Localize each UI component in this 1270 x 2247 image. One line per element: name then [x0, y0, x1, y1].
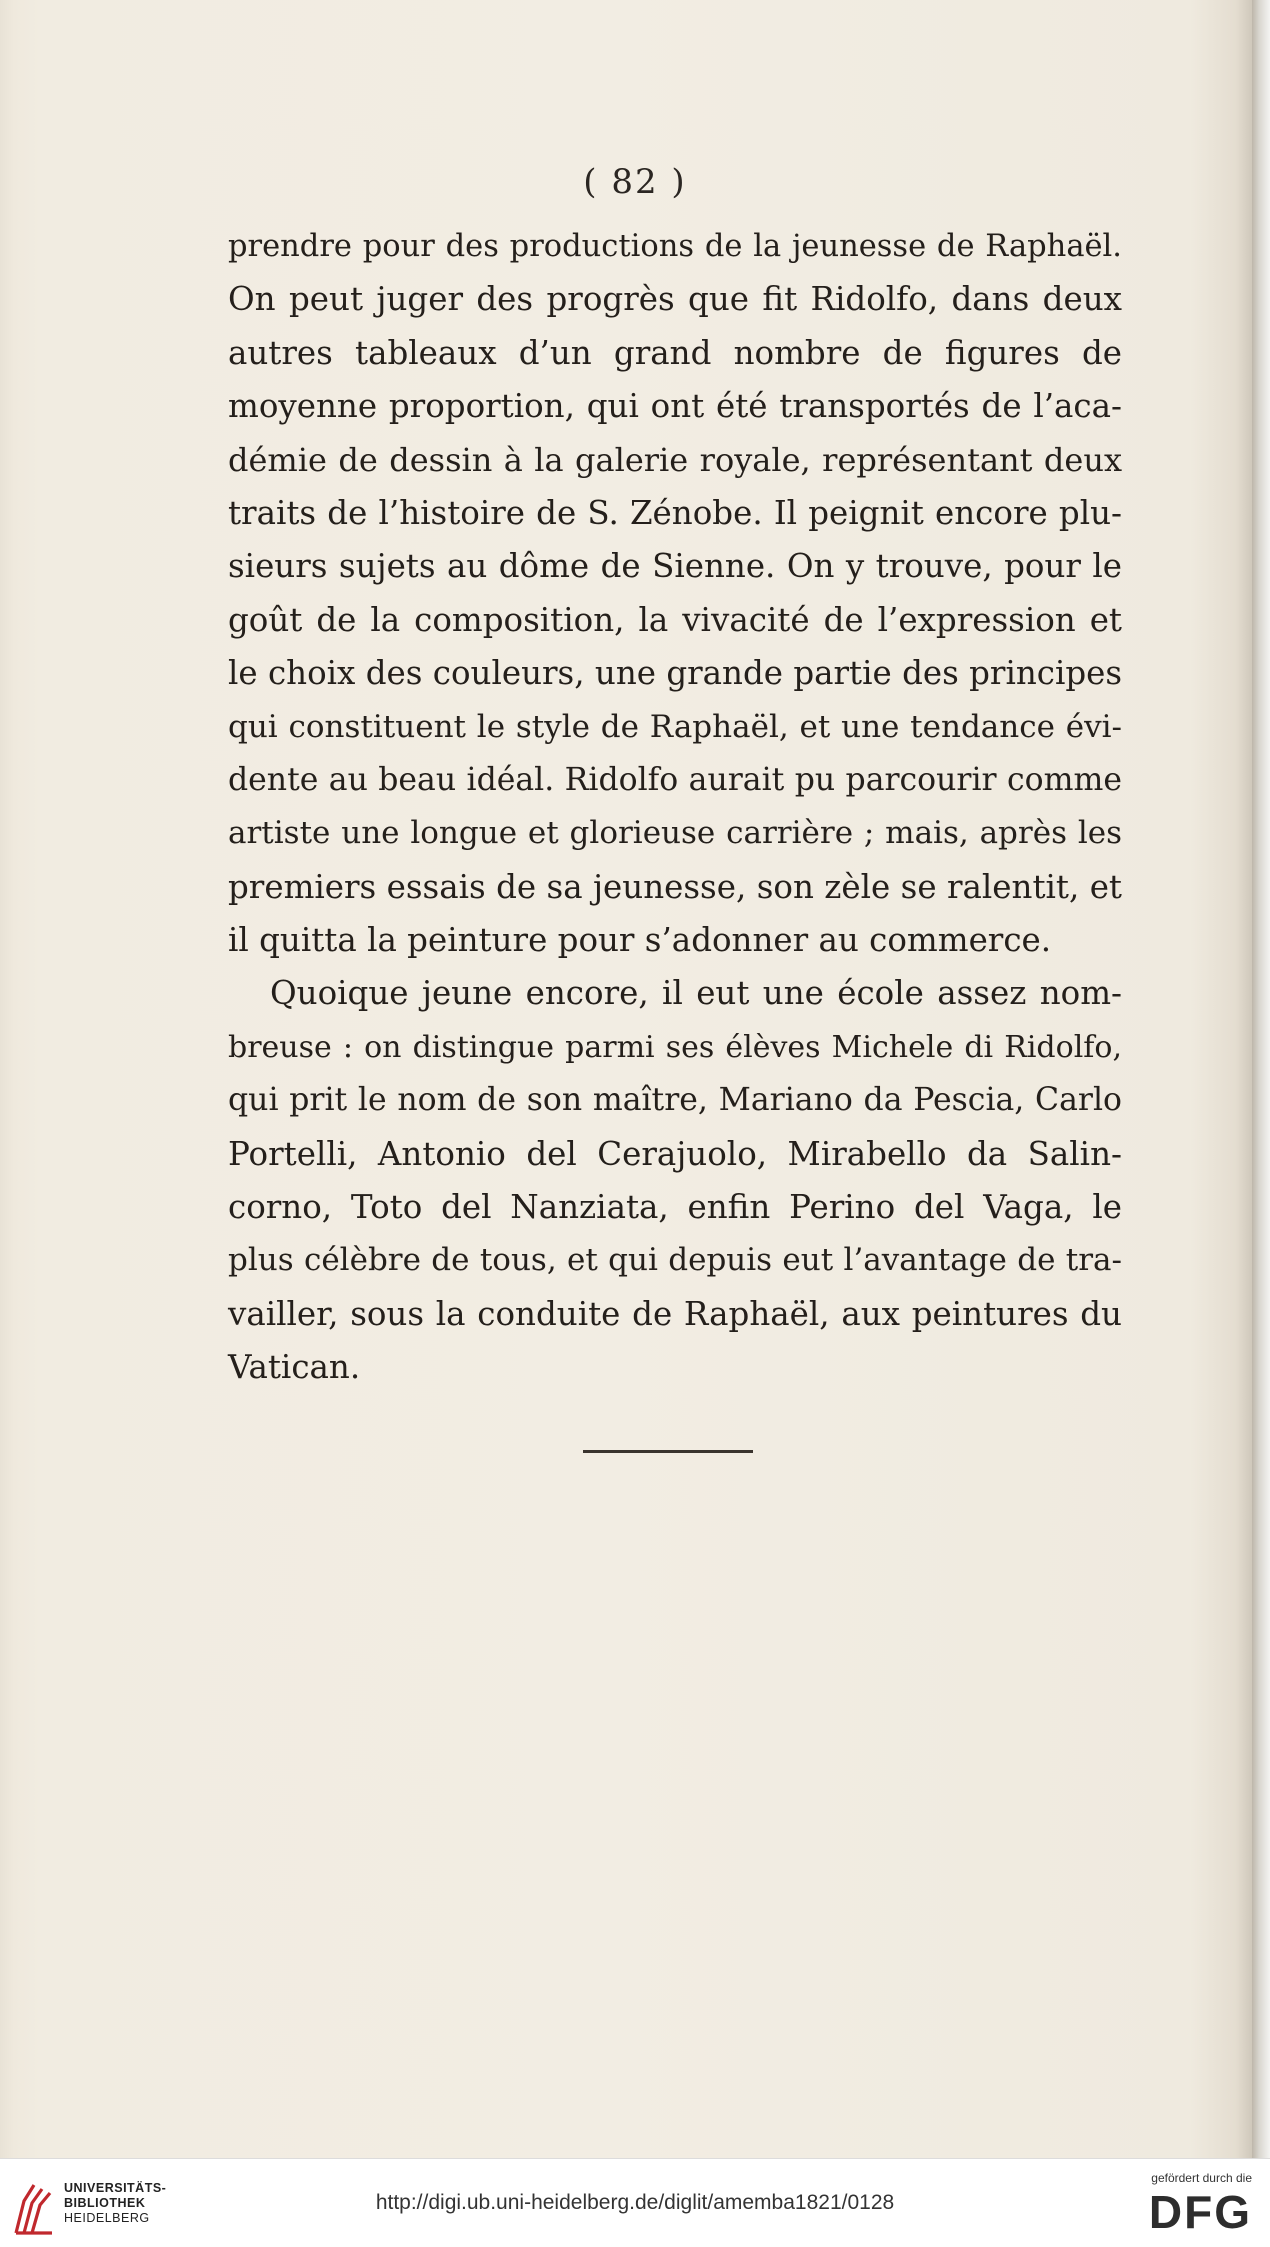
library-name-line3: HEIDELBERG — [64, 2211, 150, 2225]
page-number: ( 82 ) — [583, 162, 687, 202]
text-line: dente au beau idéal. Ridolfo aurait pu parcourir comme — [228, 761, 1122, 798]
text-line: plus célèbre de tous, et qui depuis eut l’avantage de tra- — [228, 1242, 1122, 1279]
text-line: corno, Toto del Nanziata, enfin Perino del Vaga, le — [228, 1188, 1122, 1227]
text-line: On peut juger des progrès que fit Ridolfo, dans deux — [228, 280, 1122, 319]
digitization-footer — [0, 2158, 1270, 2247]
text-line: Quoique jeune encore, il eut une école assez nom- — [270, 974, 1122, 1013]
text-line: le choix des couleurs, une grande partie des principes — [228, 654, 1123, 693]
library-name-line1: UNIVERSITÄTS- — [64, 2181, 167, 2195]
dfg-logo: DFG — [1148, 2186, 1252, 2238]
funder-caption: gefördert durch die — [1151, 2171, 1252, 2185]
text-line: premiers essais de sa jeunesse, son zèle se ralentit, et — [228, 867, 1122, 906]
text-line: qui prit le nom de son maître, Mariano da Pescia, Carlo — [228, 1082, 1122, 1119]
text-line: traits de l’histoire de S. Zénobe. Il peignit encore plu- — [228, 493, 1122, 532]
library-name-line2: BIBLIOTHEK — [64, 2196, 146, 2210]
text-line: autres tableaux d’un grand nombre de figures de — [228, 333, 1122, 372]
text-line: breuse : on distingue parmi ses élèves Michele di Ridolfo, — [228, 1029, 1122, 1065]
text-line: Portelli, Antonio del Cerajuolo, Mirabello da Salin- — [228, 1134, 1122, 1173]
text-line: vailler, sous la conduite de Raphaël, aux peintures du — [228, 1294, 1122, 1333]
paper-edge-shadow — [1252, 0, 1270, 2158]
text-line: il quitta la peinture pour s’adonner au commerce. — [228, 921, 1052, 960]
permalink-url[interactable]: http://digi.ub.uni-heidelberg.de/diglit/amemba1821/0128 — [375, 2191, 895, 2214]
text-line: qui constituent le style de Raphaël, et une tendance évi- — [228, 708, 1122, 745]
text-line: goût de la composition, la vivacité de l’expression et — [228, 600, 1122, 639]
text-line: artiste une longue et glorieuse carrière ; mais, après les — [228, 815, 1122, 852]
text-line: sieurs sujets au dôme de Sienne. On y trouve, pour le — [228, 547, 1122, 586]
text-line: prendre pour des productions de la jeunesse de Raphaël. — [228, 229, 1122, 264]
text-line: Vatican. — [228, 1348, 361, 1387]
text-line: démie de dessin à la galerie royale, représentant deux — [228, 440, 1122, 479]
section-rule — [583, 1450, 753, 1453]
text-line: moyenne proportion, qui ont été transportés de l’aca- — [228, 387, 1122, 426]
body-text — [228, 220, 1122, 1395]
